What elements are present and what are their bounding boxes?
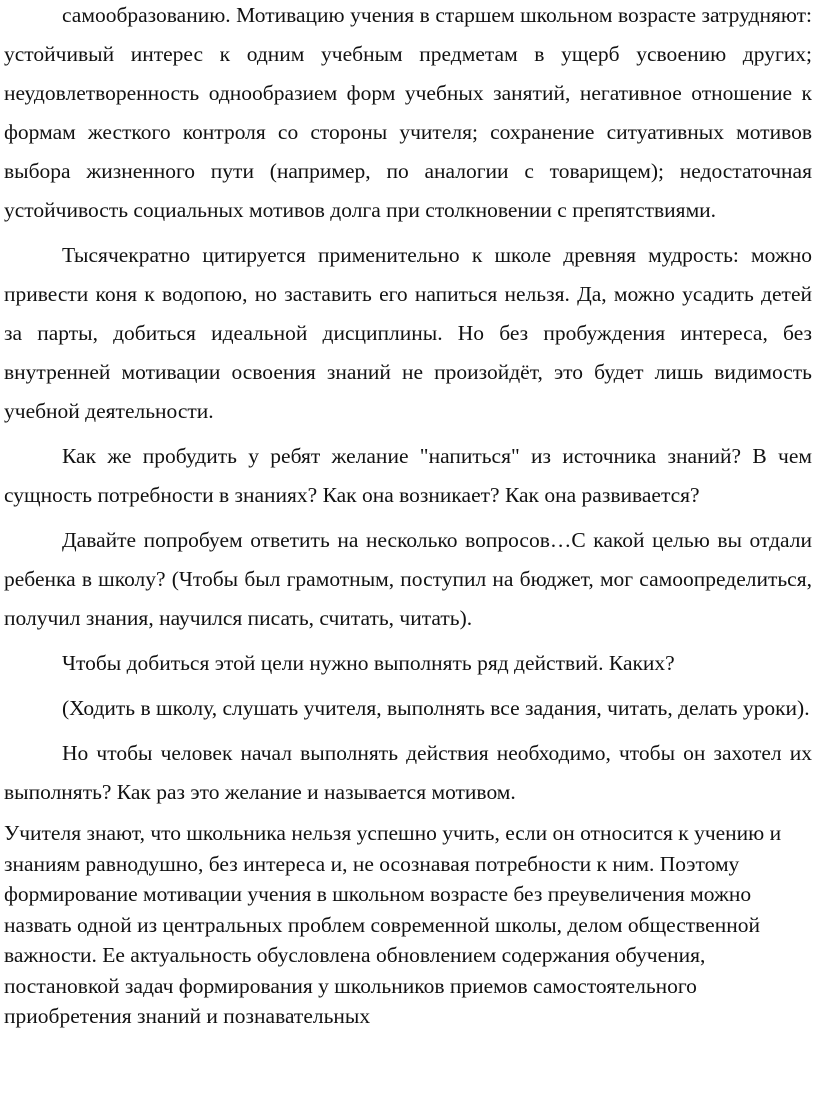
paragraph-motivation-difficulties: самообразованию. Мотивацию учения в старшем школьном возрасте затрудняют: устойчивый интерес к одним учебным предметам в ущерб усвоению других; неудовлетворенность однообразием форм учебных занятий, негативное отношение к формам жесткого контроля со стороны учителя; сохранение ситуативных мотивов выбора жизненного пути (например, по аналогии с товарищем); недостаточная устойчивость социальных мотивов долга при столкновении с препятствиями. xyxy=(4,3,812,222)
paragraph-actions-question: Чтобы добиться этой цели нужно выполнять ряд действий. Каких? xyxy=(62,651,675,675)
paragraph-questions: Давайте попробуем ответить на несколько вопросов…С какой целью вы отдали ребенка в школу? (Чтобы был грамотным, поступил на бюджет, мог самоопределиться, получил знания, научился писать, считать, читать). xyxy=(4,528,812,630)
paragraph-awaken-desire: Как же пробудить у ребят желание "напиться" из источника знаний? В чем сущность потребности в знаниях? Как она возникает? Как она развивается? xyxy=(4,444,812,507)
paragraph-ancient-wisdom: Тысячекратно цитируется применительно к школе древняя мудрость: можно привести коня к водопою, но заставить его напиться нельзя. Да, можно усадить детей за парты, добиться идеальной дисциплины. Но без пробуждения интереса, без внутренней мотивации освоения знаний не произойдёт, это будет лишь видимость учебной деятельности. xyxy=(4,243,812,423)
paragraph-teachers-know: Учителя знают, что школьника нельзя успешно учить, если он относится к учению и знаниям равнодушно, без интереса и, не осознавая потребности к ним. Поэтому формирование мотивации учения в школьном возрасте без преувеличения можно назвать одной из центральных проблем современной школы, делом общественной важности. Ее актуальность обусловлена обновлением содержания обучения, постановкой задач формирования у школьников приемов самостоятельного приобретения знаний и познавательных xyxy=(4,821,782,1028)
paragraph-motive-definition: Но чтобы человек начал выполнять действия необходимо, чтобы он захотел их выполнять? Как раз это желание и называется мотивом. xyxy=(4,741,812,804)
paragraph-actions-answer: (Ходить в школу, слушать учителя, выполнять все задания, читать, делать уроки). xyxy=(62,696,810,720)
document-page xyxy=(4,0,812,1032)
